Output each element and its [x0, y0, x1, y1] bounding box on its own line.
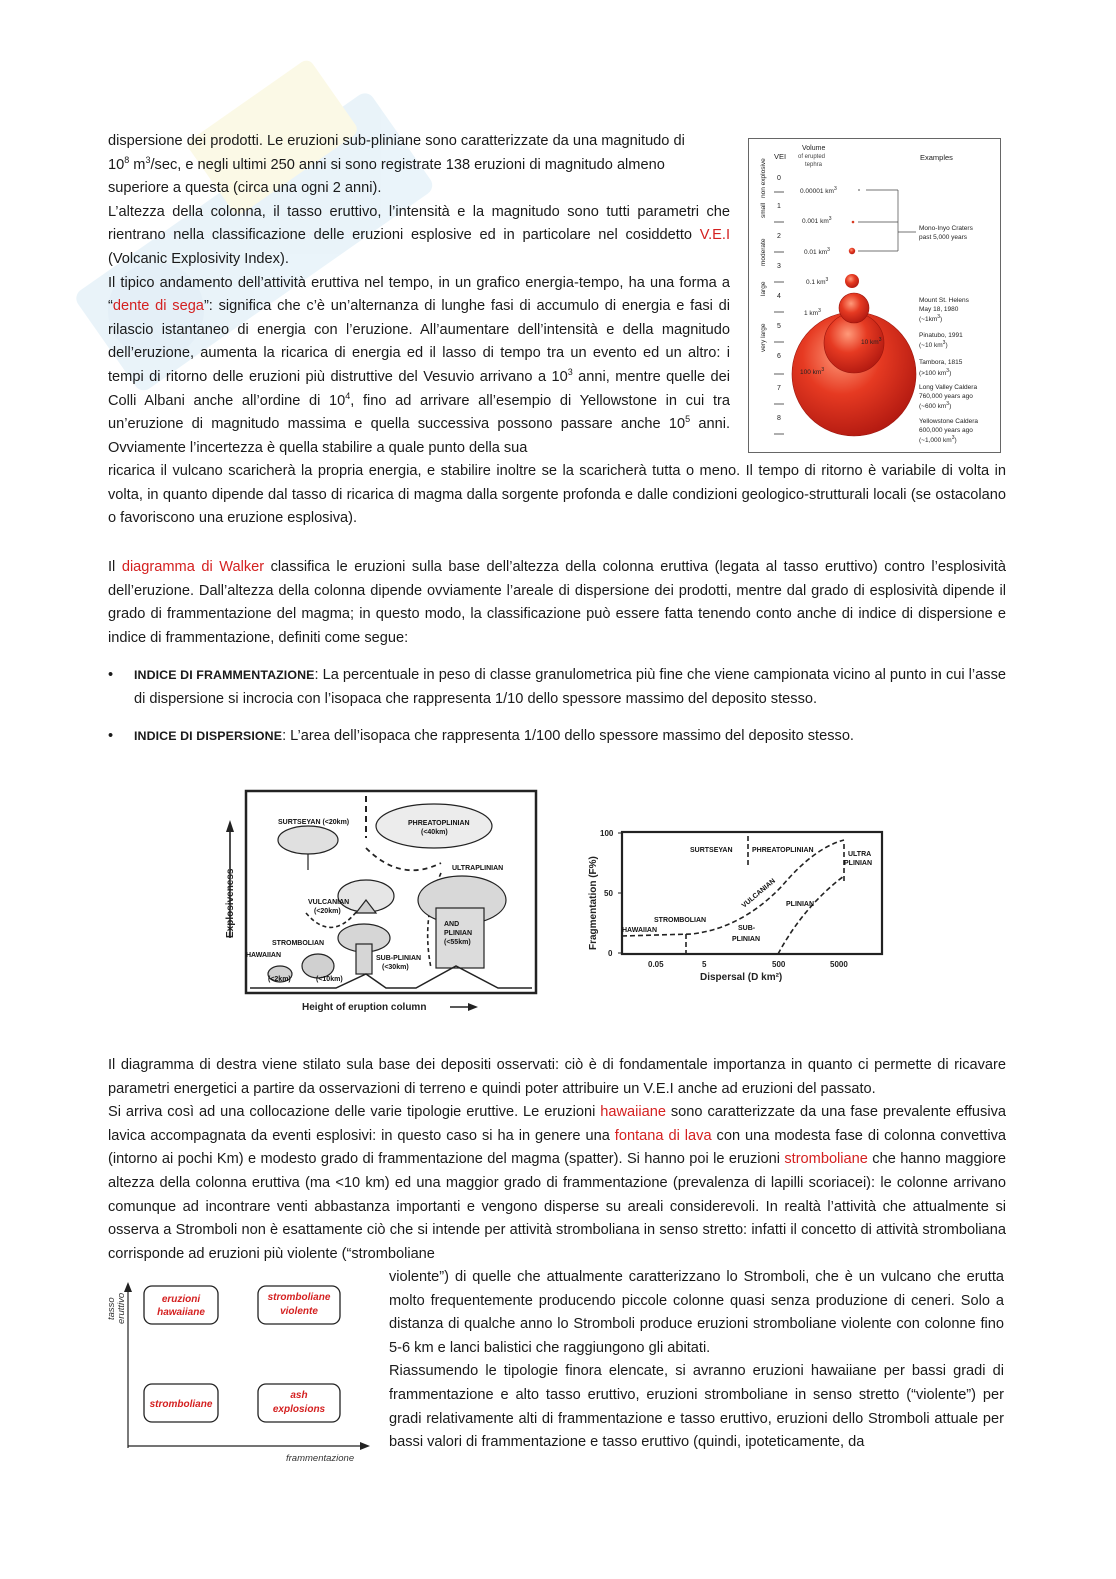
- volume-5: 10 $km^3$: [861, 337, 882, 346]
- right-y0: 0: [608, 949, 613, 958]
- intro-paragraph-sawtooth: Il tipico andamento dell’attività eruttiva nel tempo, in un grafico energia-tempo, ha una forma a “dente di sega”: significa che c’è un’alternanza di lunghe fasi di accumulo di energia e fasi di rilascio istantaneo di energia con l’eruzione. All’aumentare dell’intensità e della magnitudo dell’eruzione, aumenta la ricarica di energia ed il lasso di tempo tra un evento ed un altro: i tempi di ritorno delle eruzioni più distruttive del Vesuvio arrivano a $10^3$ anni, mentre quelle dei Colli Albani anche all’ordine di $10^4$, fino ad arrivare all’esempio di Yellowstone in cui tra un’eruzione di magnitudo massima e quella successiva possono passare anche $10^5$ anni. Ovviamente l’incertezza è quella stabilire a quale punto della sua: [108, 274, 731, 456]
- left-strombolian: STROMBOLIAN: [272, 940, 325, 947]
- right-strombolian: STROMBOLIAN: [654, 917, 707, 924]
- left-vulcanian-2: (<20km): [314, 908, 341, 915]
- left-phreato-1: PHREATOPLINIAN: [408, 820, 470, 827]
- intro-line-2: $10^8$ $m^3/\sec$, e negli ultimi 250 anni si sono registrate 138 eruzioni di magnitudo almeno: [108, 154, 665, 173]
- box-strombolian-label: stromboliane: [149, 1399, 213, 1410]
- right-xlabel: Dispersal (D km²): [700, 972, 783, 983]
- example-yellowstone-1: Yellowstone Caldera: [919, 418, 979, 425]
- volume-2: 0.01 $km^3$: [804, 247, 830, 256]
- vei-level-8: 8: [777, 415, 781, 422]
- volume-6: 100 $km^3$: [800, 367, 825, 376]
- right-sub-1: SUB-: [738, 925, 756, 932]
- vei-level-0: 0: [777, 175, 781, 182]
- box-ash-2: explosions: [272, 1404, 326, 1415]
- right-hawaiian: HAWAIIAN: [622, 927, 657, 934]
- right-surtseyan: SURTSEYAN: [690, 847, 733, 854]
- left-and: AND: [444, 921, 460, 928]
- walker-figure-left: [216, 788, 542, 1020]
- right-ultra-2: PLINIAN: [844, 860, 872, 867]
- vei-level-5: 5: [777, 323, 781, 330]
- intro-line-1: dispersione dei prodotti. Le eruzioni sub-pliniane sono caratterizzate da una magnitudo di: [108, 133, 685, 149]
- vei-level-6: 6: [777, 353, 781, 360]
- vei-figure: [748, 138, 1001, 453]
- right-ultra-1: ULTRA: [848, 851, 872, 858]
- example-yellowstone-2: 600,000 years ago: [919, 427, 973, 434]
- right-x4: 5000: [830, 960, 848, 969]
- right-plinian: PLINIAN: [786, 901, 814, 908]
- right-ylabel: Fragmentation (F%): [588, 856, 599, 950]
- example-long-valley-1: Long Valley Caldera: [919, 384, 978, 391]
- right-x3: 500: [772, 960, 786, 969]
- sphere-vei-4: [845, 274, 859, 288]
- example-st-helens-2: May 18, 1980: [919, 306, 959, 313]
- eruption-type-chart: [100, 1280, 376, 1466]
- volume-0: 0.00001 $km^3$: [800, 186, 837, 195]
- bottom-paragraph-4: Riassumendo le tipologie finora elencate, si avranno eruzioni hawaiiane per bassi gradi di frammentazione e alto tasso eruttivo, eruzioni stromboliane in senso stretto (“violente”) per gradi relativamente alti di frammentazione e tasso eruttivo, eruzioni dello Stromboli attuale per bassi valori di frammentazione e tasso eruttivo (quindi, ipoteticamente, da: [389, 1363, 1004, 1451]
- left-plinian-1: PLINIAN: [444, 930, 472, 937]
- small-xlabel: frammentazione: [286, 1453, 355, 1464]
- example-long-valley-3: (~600 $km^3$): [919, 401, 952, 410]
- small-ylabel-2: eruttivo: [116, 1292, 127, 1324]
- bottom-paragraph-1: Il diagramma di destra viene stilato sula base dei depositi osservati: ciò è di fondamentale importanza in quanto ci permette di ricavare parametri energetici a partire da osservazioni di terreno e quindi poter attribuire un V.E.I anche ad eruzioni del passato.: [108, 1057, 1006, 1097]
- left-h10: (<10km): [316, 976, 343, 983]
- bottom-text: [108, 1054, 1006, 1266]
- left-hawaiian: HAWAIIAN: [246, 952, 281, 959]
- intro-paragraph-return-time: ricarica il vulcano scaricherà la propria energia, e stabilire inoltre se la scaricherà tutta o meno. Il tempo di ritorno è variabile di volta in volta, in quanto dipende dal tasso di ricarica di magma dalla sorgente profonda e dalle condizioni geologico-strutturali locali (se ostacolano o favoriscono una eruzione esplosiva).: [108, 463, 1006, 527]
- vei-level-2: 2: [777, 233, 781, 240]
- left-ylabel: Explosiveness: [225, 868, 236, 938]
- bottom-paragraph-2: Si arriva così ad una collocazione delle varie tipologie eruttive. Le eruzioni hawaiiane sono caratterizzate da una fase prevalente effusiva lavica accompagnata da eventi esplosivi: in questo caso si ha in genere una fontana di lava con una modesta fase di colonna convettiva (intorno ai pochi Km) e modesto grado di frammentazione del magma (spatter). Si hanno poi le eruzioni stromboliane che hanno maggiore altezza della colonna eruttiva (ma <10 km) ed una maggior grado di frammentazione (prevalenza di lapilli scoriacei): le colonne arrivano comunque ad incontrare venti abbastanza importanti e vengono disperse su areali considerevoli. In realtà l’attività che attualmente si osserva a Stromboli non è esattamente ciò che si intende per attività stromboliana in senso stretto: infatti il concetto di attività stromboliana corrisponde ad eruzioni più violente (“stromboliane: [108, 1104, 1006, 1262]
- volume-header-1: Volume: [802, 145, 826, 152]
- left-plinian-2: (<55km): [444, 939, 471, 946]
- walker-paragraph: Il diagramma di Walker classifica le eruzioni sulla base dell’altezza della colonna eruttiva (legata al tasso eruttivo) contro l’esplosività dell’eruzione. Dall’altezza della colonna dipende ovviamente l’areale di dispersione dei prodotti, mentre dal grado di esplosività dipende il grado di frammentazione del magma; in questo modo, la classificazione può essere fatta tenendo conto anche di indice di dispersione e indice di frammentazione, definiti come segue:: [108, 559, 1006, 646]
- left-phreato-2: (<40km): [421, 829, 448, 836]
- left-subplinian-2: (<30km): [382, 964, 409, 971]
- right-sub-2: PLINIAN: [732, 936, 760, 943]
- side-label-moderate: moderate: [760, 238, 767, 266]
- right-vulcanian: VULCANIAN: [740, 877, 777, 910]
- sphere-vei-5: [839, 293, 869, 323]
- vei-level-7: 7: [777, 385, 781, 392]
- example-st-helens-3: $(\sim 1km^3)$: [919, 314, 943, 323]
- box-stromb-violent-1: stromboliane: [267, 1292, 331, 1303]
- intro-paragraph-vei: L’altezza della colonna, il tasso eruttivo, l’intensità e la magnitudo sono tutti parametri che rientrano nella classificazione delle eruzioni esplosive ed in particolare nel cosiddetto V.E.I (Volcanic Explosivity Index).: [108, 203, 730, 267]
- example-pinatubo-2: (~10 $km^3$): [919, 340, 948, 349]
- left-ultra: ULTRAPLINIAN: [452, 865, 504, 872]
- box-hawaiian: [144, 1286, 218, 1324]
- bullet-dispersion: • INDICE DI DISPERSIONE: L’area dell’isopaca che rappresenta 1/100 dello spessore massimo del deposito stesso.: [108, 725, 1006, 749]
- left-subplinian-1: SUB-PLINIAN: [376, 955, 422, 962]
- bottom-paragraph-3: violente”) di quelle che attualmente caratterizzano lo Stromboli, che è un vulcano che erutta molto frequentemente producendo piccole colonne quasi senza produzione di ceneri. Solo a distanza di qualche anno lo Stromboli produce eruzioni stromboliane violente con colonne fino 5-6 km e lanci balistici che raggiungono gli abitati.: [389, 1269, 1004, 1356]
- example-tambora-1: Tambora, 1815: [919, 359, 963, 366]
- example-mono-inyo-1: Mono-Inyo Craters: [919, 225, 973, 232]
- bullet-fragmentation: • INDICE DI FRAMMENTAZIONE: La percentuale in peso di classe granulometrica più fine che viene campionata vicino al punto in cui l’asse di dispersione si incrocia con l’isopaca che rappresenta 1/10 dello spessore massimo del deposito stesso.: [108, 664, 1006, 711]
- left-surtseyan: SURTSEYAN (<20km): [278, 819, 350, 826]
- bullet-icon: •: [108, 667, 114, 683]
- right-y50: 50: [604, 889, 613, 898]
- example-yellowstone-3: (~1,000 $km^3$): [919, 435, 957, 444]
- side-label-small: small: [760, 202, 767, 218]
- right-x2: 5: [702, 960, 707, 969]
- walker-figure-right: [582, 826, 888, 988]
- bottom-right-text: [389, 1266, 1004, 1455]
- example-mono-inyo-2: past 5,000 years: [919, 234, 968, 241]
- vei-level-1: 1: [777, 203, 781, 210]
- right-x1: 0.05: [648, 960, 664, 969]
- vei-header: VEI: [774, 152, 787, 161]
- right-phreato: PHREATOPLINIAN: [752, 847, 814, 854]
- volume-header-2: of erupted: [798, 154, 826, 160]
- box-stromb-violent-2: violente: [280, 1306, 318, 1317]
- volume-header-3: tephra: [805, 162, 823, 168]
- example-pinatubo-1: Pinatubo, 1991: [919, 332, 963, 339]
- example-long-valley-2: 760,000 years ago: [919, 393, 973, 400]
- vei-level-3: 3: [777, 263, 781, 270]
- sphere-vei-2: [852, 221, 855, 224]
- box-hawaiian-2: hawaiiane: [157, 1307, 205, 1318]
- side-label-large: large: [760, 281, 767, 296]
- example-tambora-2: (>100 $km^3$): [919, 368, 952, 377]
- intro-continued: [108, 460, 1006, 531]
- volume-3: 0.1 $km^3$: [806, 277, 829, 286]
- example-st-helens-1: Mount St. Helens: [919, 297, 969, 304]
- volume-1: 0.001 $km^3$: [802, 216, 832, 225]
- sphere-vei-3: [849, 248, 855, 254]
- left-xlabel: Height of eruption column: [302, 1002, 427, 1013]
- side-label-very-large: very large: [760, 323, 767, 352]
- box-ash-1: ash: [290, 1390, 308, 1401]
- vei-level-4: 4: [777, 293, 781, 300]
- bullet-icon: •: [108, 728, 114, 744]
- volume-4: 1 $km^3$: [804, 308, 821, 317]
- side-label-non-explosive: non explosive: [760, 158, 767, 198]
- box-hawaiian-1: eruzioni: [161, 1294, 201, 1305]
- intro-line-3: superiore a questa (circa una ogni 2 anni).: [108, 180, 382, 197]
- right-y100: 100: [600, 829, 614, 838]
- small-ylabel-1: tasso: [106, 1297, 117, 1320]
- intro-text: [108, 130, 730, 460]
- left-h2: (<2km): [268, 976, 291, 983]
- examples-header: Examples: [920, 153, 953, 162]
- left-vulcanian-1: VULCANIAN: [308, 899, 350, 906]
